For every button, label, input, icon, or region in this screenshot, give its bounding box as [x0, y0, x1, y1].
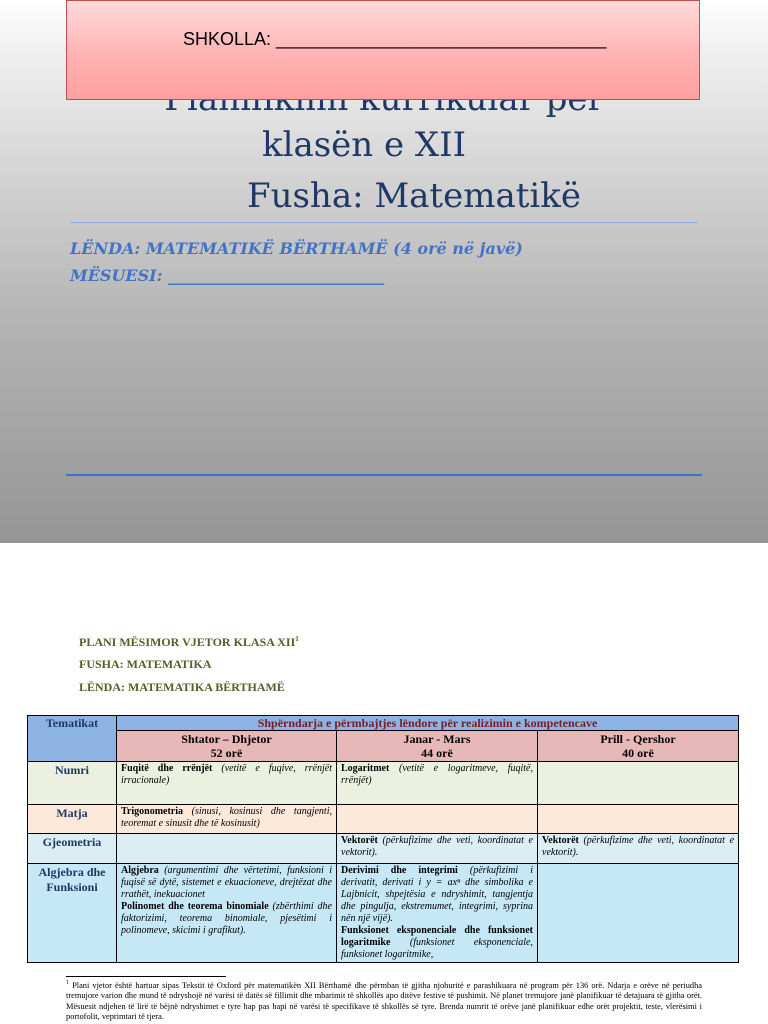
cell-title: Vektorët [542, 835, 579, 846]
school-label: SHKOLLA: _________________________________ [183, 29, 607, 49]
table-period-row [28, 731, 739, 762]
footnote-ref: 1 [295, 635, 299, 643]
topic-gjeometria: Gjeometria [28, 834, 117, 864]
period-1-hours: 52 orë [210, 746, 243, 760]
topic-matja: Matja [28, 805, 117, 834]
table-row [28, 762, 739, 805]
cell-matja-p1 [117, 805, 337, 834]
plan-subject: LËNDA: MATEMATIKA BËRTHAMË [79, 680, 285, 694]
cell-detail: (përkufizime dhe veti, koordinatat e vektorit). [341, 835, 533, 858]
cell-title: Fuqitë dhe rrënjët [121, 763, 213, 774]
cell-algjebra-p2 [337, 864, 538, 963]
plan-field: FUSHA: MATEMATIKA [79, 657, 212, 671]
table-row [28, 805, 739, 834]
period-3-hours: 40 orë [622, 746, 654, 760]
cover-divider-top [70, 222, 698, 223]
cell-title: Derivimi dhe integrimi [341, 865, 458, 876]
cell-algjebra-p3 [538, 864, 739, 963]
cell-gjeometria-p2 [337, 834, 538, 864]
cell-title: Funksionet eksponenciale dhe funksionet logaritmike [341, 925, 533, 948]
cover-teacher: MËSUESI: ___________________________ [70, 266, 385, 285]
cell-detail: (përkufizimi i derivatit, derivati i y = axⁿ dhe simbolika e Lajbnicit, shpejtësia e ndryshimit, tangjentja dhe pingulja, ekstremumet, integrimi, syprina nën një vijë). [341, 865, 533, 924]
footnote-text: Plani vjetor është hartuar sipas Tekstit të Oxford për matematikën XII Bërthamë dhe përmban të gjitha njohuritë e parashikuara në program për 136 orë. Ndarja e orëve në periudha tremujore varion dhe mund të ndryshojë në varësi të datës së fillimit dhe mbarimit të shkollës apo ditëve festive të pushimit. Në planet tremujore janë planifikuar të detajuara të gjitha orët. Mësuesit ndjehen të lirë të bëjnë ndryshimet e tyre hap pas hapi në varësi të specifikave të shkollës së tyre. Brenda numrit të orëve janë planifikuar edhe orët projektit, teste, vlerësimi i portofolit, veprimtari të tjera. [66, 980, 703, 1022]
period-1 [117, 731, 337, 762]
footnote [66, 978, 702, 1023]
cell-title: Trigonometria [121, 806, 184, 817]
cover-title-line2: klasën e XII [261, 125, 467, 165]
plan-heading-text: PLANI MËSIMOR VJETOR KLASA XII [79, 635, 296, 649]
period-3 [538, 731, 739, 762]
cell-numri-p2 [337, 762, 538, 805]
cell-algjebra-p1 [117, 864, 337, 963]
cell-numri-p1 [117, 762, 337, 805]
school-box [66, 0, 700, 100]
plan-table [27, 715, 739, 963]
topics-header: Tematikat [28, 716, 117, 762]
period-2-name: Janar - Mars [403, 732, 471, 746]
cell-detail: (vetitë e logaritmeve, fuqitë, rrënjët) [341, 763, 533, 786]
cell-matja-p2 [337, 805, 538, 834]
table-row [28, 864, 739, 963]
period-3-name: Prill - Qershor [600, 732, 676, 746]
cell-title: Logaritmet [341, 763, 390, 774]
cell-detail: (argumentimi dhe vërtetimi, funksioni i fuqisë së dytë, sistemet e ekuacioneve, drejtëzat dhe rrathët, inekuacionet [121, 865, 332, 900]
cell-title: Polinomet dhe teorema binomiale [121, 901, 269, 912]
cell-gjeometria-p1 [117, 834, 337, 864]
cell-numri-p3 [538, 762, 739, 805]
cell-gjeometria-p3 [538, 834, 739, 864]
cover-divider-bottom [66, 474, 702, 476]
cell-title: Algjebra [121, 865, 159, 876]
footnote-mark: 1 [66, 980, 69, 986]
topic-numri: Numri [28, 762, 117, 805]
cell-detail: (përkufizime dhe veti, koordinatat e vektorit). [542, 835, 735, 858]
cover-subject: LËNDA: MATEMATIKË BËRTHAMË (4 orë në javë) [70, 239, 523, 258]
cover-title-line3: Fusha: Matematikë [246, 176, 581, 216]
period-2-hours: 44 orë [421, 746, 453, 760]
cell-detail: (vetitë e fuqive, rrënjët irracionale) [121, 763, 332, 786]
table-header-row [28, 716, 739, 731]
topic-algjebra: Algjebra dhe Funksioni [28, 864, 117, 963]
cell-title: Vektorët [341, 835, 378, 846]
cell-detail: (zbërthimi dhe faktorizimi, teorema binomiale, pjesëtimi i polinomeve, skicimi i grafikut). [121, 901, 332, 936]
cell-detail: (sinusi, kosinusi dhe tangjenti, teoremat e sinusit dhe të kosinusit) [121, 806, 332, 829]
plan-heading [79, 635, 299, 650]
period-1-name: Shtator – Dhjetor [181, 732, 272, 746]
distribution-header: Shpërndarja e përmbajtjes lëndore për realizimin e kompetencave [117, 716, 739, 731]
table-row [28, 834, 739, 864]
cell-detail: (funksionet eksponenciale, funksionet logaritmike, [341, 937, 533, 960]
footnote-divider [66, 976, 226, 977]
period-2 [337, 731, 538, 762]
cell-matja-p3 [538, 805, 739, 834]
